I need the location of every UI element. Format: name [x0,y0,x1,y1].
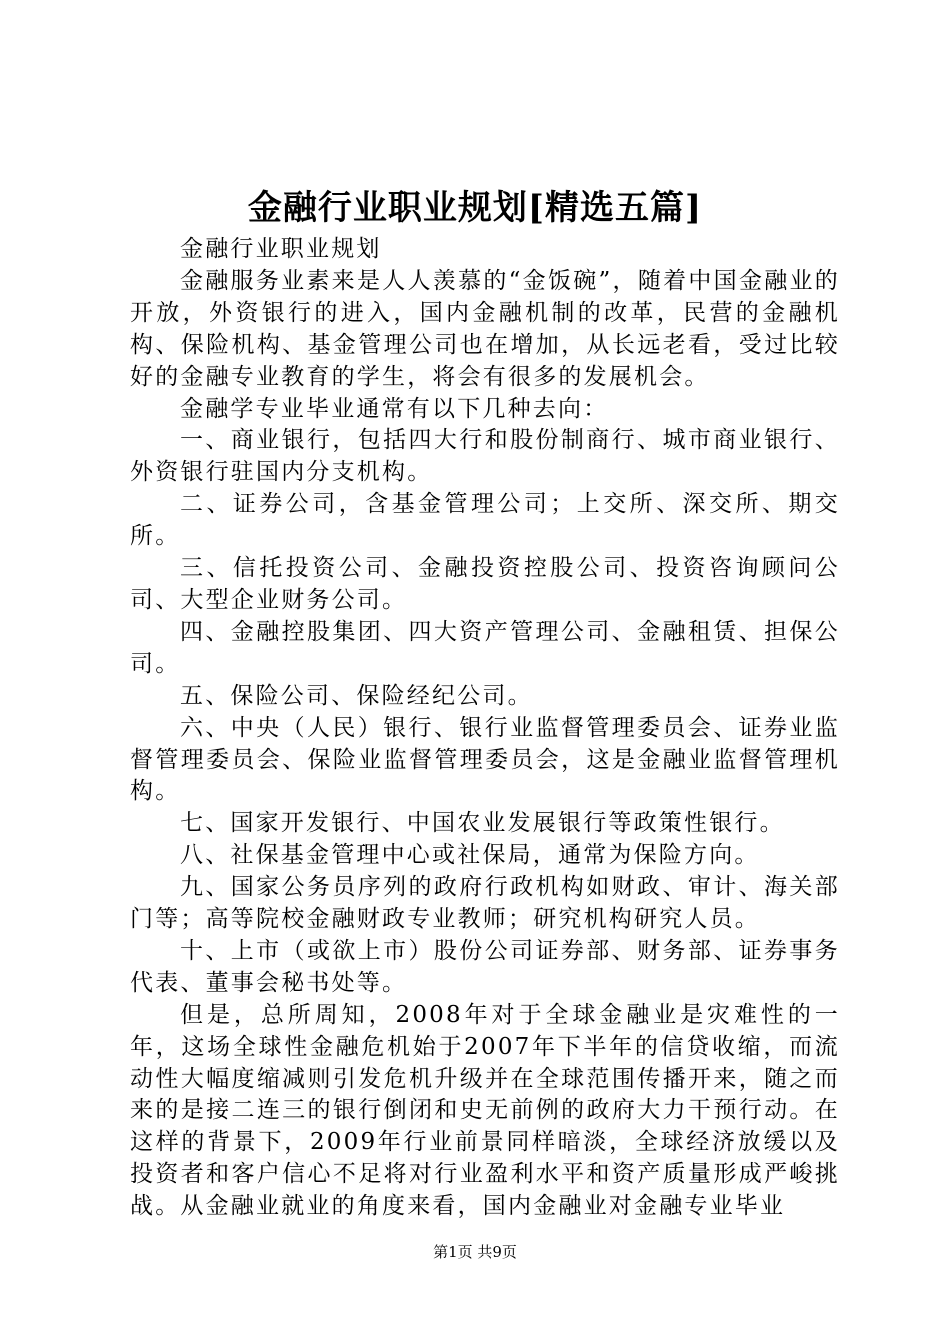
paragraph: 一、商业银行，包括四大行和股份制商行、城市商业银行、外资银行驻国内分支机构。 [130,427,840,486]
paragraph: 三、信托投资公司、金融投资控股公司、投资咨询顾问公司、大型企业财务公司。 [130,555,840,613]
paragraph: 七、国家开发银行、中国农业发展银行等政策性银行。 [180,810,785,837]
paragraph: 但是，总所周知，2008年对于全球金融业是灾难性的一年，这场全球性金融危机始于2007年下半年的信贷收缩，而流动性大幅度缩减则引发危机升级并在全球范围传播开来，随之而来的是接二连三的银行倒闭和史无前例的政府大力干预行动。在这样的背景下，2009年行业前景同样暗淡，全球经济放缓以及投资者和客户信心不足将对行业盈利水平和资产质量形成严峻挑战。从金融业就业的角度来看，国内金融业对金融专业毕业 [130,1001,840,1220]
paragraph: 金融服务业素来是人人羡慕的“金饭碗”，随着中国金融业的开放，外资银行的进入，国内金融机制的改革，民营的金融机构、保险机构、基金管理公司也在增加，从长远老看，受过比较好的金融专业教育的学生，将会有很多的发展机会。 [130,267,840,390]
paragraph: 九、国家公务员序列的政府行政机构如财政、审计、海关部门等；高等院校金融财政专业教师；研究机构研究人员。 [130,874,840,933]
paragraph: 十、上市（或欲上市）股份公司证券部、财务部、证券事务代表、董事会秘书处等。 [130,937,840,996]
page-number-footer: 第1页 共9页 [433,1243,517,1261]
paragraph: 二、证券公司，含基金管理公司；上交所、深交所、期交所。 [130,491,840,550]
paragraph: 六、中央（人民）银行、银行业监督管理委员会、证券业监督管理委员会、保险业监督管理委员会，这是金融业监督管理机构。 [130,714,840,805]
paragraph: 八、社保基金管理中心或社保局，通常为保险方向。 [180,842,760,869]
paragraph: 金融学专业毕业通常有以下几种去向： [180,395,609,422]
paragraph: 金融行业职业规划 [180,236,382,262]
document-title: 金融行业职业规划[精选五篇] [247,188,703,228]
paragraph: 五、保险公司、保险经纪公司。 [180,682,533,709]
document-body [130,234,840,1223]
paragraph: 四、金融控股集团、四大资产管理公司、金融租赁、担保公司。 [130,618,840,677]
